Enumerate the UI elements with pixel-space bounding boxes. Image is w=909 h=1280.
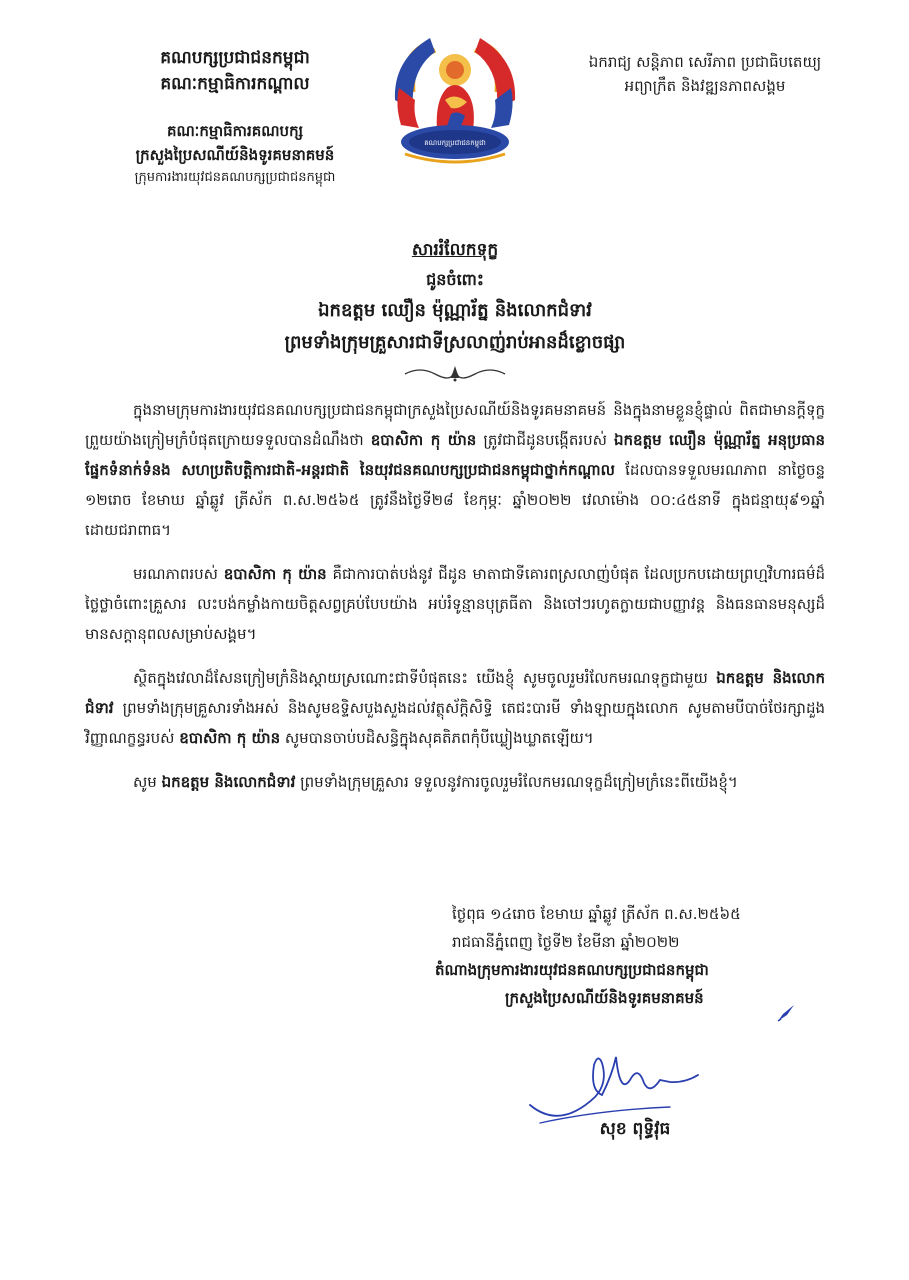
central-committee: គណៈកម្មាធិការកណ្តាល bbox=[160, 74, 310, 94]
ministry-name: ក្រសួងប្រៃសណីយ៍និងទូរគមនាគមន៍ bbox=[135, 146, 335, 164]
deceased-name: ឧបាសិកា កុ យ៉ាន bbox=[179, 729, 281, 747]
signer-name: សុខ ពុទ្ធិវុធ bbox=[599, 1119, 671, 1139]
party-committee: គណៈកម្មាធិការគណបក្ស bbox=[166, 122, 304, 140]
recipient-name: ឯកឧត្តម ឈឿន ម៉ុណ្ណារ័ត្ន និងលោកជំទាវ bbox=[318, 300, 592, 321]
condolence-heading: សាររំលែកទុក្ខ bbox=[411, 240, 499, 260]
paragraph-3: ស្ថិតក្នុងវេលាដ៏សែនក្រៀមក្រំនិងស្តាយស្រណោះជាទីបំផុតនេះ យើងខ្ញុំ សូមចូលរួមរំលែកមរណទុក្ខជាមួយ ឯកឧត្តម និងលោកជំទាវ ព្រមទាំងក្រុមគ្រួសារទាំងអស់ និងសូមឧទ្ទិសបួងសួងដល់វត្ថុស័ក្តិសិទ្ធិ តេជះបារមី ទាំងឡាយក្នុងលោក សូមតាមបីបាច់ថែរក្សាដួងវិញ្ញាណក្ខន្ធរបស់ ឧបាសិកា កុ យ៉ាន សូមបានចាប់បដិសន្ធិក្នុងសុគតិភពកុំបីឃ្លៀងឃ្លាតឡើយ។ bbox=[85, 669, 825, 747]
representative-ministry: ក្រសួងប្រៃសណីយ៍និងទូរគមនាគមន៍ bbox=[505, 989, 704, 1007]
date-block bbox=[430, 900, 850, 1012]
addressed-to: ជូនចំពោះ bbox=[426, 270, 484, 289]
paragraph-1: ក្នុងនាមក្រុមការងារយុវជនគណបក្សប្រជាជនកម្ពុជាក្រសួងប្រៃសណីយ៍និងទូរគមនាគមន៍ និងក្នុងនាមខ្លួនខ្ញុំផ្ទាល់ ពិតជាមានក្តីទុក្ខព្រួយយ៉ាងក្រៀមក្រំបំផុតក្រោយទទួលបានដំណឹងថា ឧបាសិកា កុ យ៉ាន ត្រូវជាជីដូនបង្កើតរបស់ ឯកឧត្តម ឈឿន ម៉ុណ្ណារ័ត្ន អនុប្រធានផ្នែកទំនាក់ទំនង សហប្រតិបត្តិការជាតិ-អន្តរជាតិ នៃយុវជនគណបក្សប្រជាជនកម្ពុជាថ្នាក់កណ្តាល ដែលបានទទួលមរណភាព នាថ្ងៃចន្ទ ១២រោច ខែមាឃ ឆ្នាំឆ្លូវ ត្រីស័ក ព.ស.២៥៦៥ ត្រូវនឹងថ្ងៃទី២៨ ខែកុម្ភៈ ឆ្នាំ២០២២ វេលាម៉ោង ០០:៤៥នាទី ក្នុងជន្មាយុ៩១ឆ្នាំ ដោយជរាពាធ។ bbox=[85, 401, 826, 539]
recipient-name-inline: ឯកឧត្តម និងលោកជំទាវ bbox=[161, 773, 296, 791]
letter-body bbox=[85, 395, 825, 811]
grandson-title: ឯកឧត្តម ឈឿន ម៉ុណ្ណារ័ត្ន អនុប្រធានផ្នែកទំនាក់ទំនង សហប្រតិបត្តិការជាតិ-អន្តរជាតិ នៃយុវជនគណបក្សប្រជាជនកម្ពុជាថ្នាក់កណ្តាល bbox=[85, 431, 826, 479]
right-header bbox=[555, 50, 855, 98]
logo-ring-text: គណបក្សប្រជាជនកម្ពុជា bbox=[424, 139, 486, 147]
paragraph-2: មរណភាពរបស់ ឧបាសិកា កុ យ៉ាន គឺជាការបាត់បង់នូវ ជីដូន មាតាជាទីគោរពស្រលាញ់បំផុត ដែលប្រកបដោយព្រហ្មវិហារធម៌ដ៏ថ្លៃថ្លាចំពោះគ្រួសារ លះបង់កម្លាំងកាយចិត្តសព្វគ្រប់បែបយ៉ាង អប់រំទូន្មានបុត្រធីតា និងចៅៗរហូតក្លាយជាបញ្ញាវន្ត និងធនធានមនុស្សដ៏មានសក្តានុពលសម្រាប់សង្គម។ bbox=[85, 565, 825, 643]
divider-ornament bbox=[395, 362, 515, 384]
deceased-name: ឧបាសិកា កុ យ៉ាន bbox=[223, 565, 327, 583]
national-motto-2: អព្យាក្រឹត និងវឌ្ឍនភាពសង្គម bbox=[624, 77, 786, 95]
left-header bbox=[70, 45, 400, 189]
place-date: រាជធានីភ្នំពេញ ថ្ងៃទី២ ខែមីនា ឆ្នាំ២០២២ bbox=[452, 933, 680, 951]
recipient-family: ព្រមទាំងក្រុមគ្រួសារជាទីស្រលាញ់រាប់អានដ៏ខ្លោចផ្សា bbox=[284, 332, 626, 353]
paragraph-4: សូម ឯកឧត្តម និងលោកជំទាវ ព្រមទាំងក្រុមគ្រួសារ ទទួលនូវការចូលរួមរំលែកមរណទុក្ខដ៏ក្រៀមក្រំនេះពីយើងខ្ញុំ។ bbox=[133, 773, 738, 791]
youth-group-name: ក្រុមការងារយុវជនគណបក្សប្រជាជនកម្ពុជា bbox=[134, 170, 336, 185]
lunar-date: ថ្ងៃពុធ ១៤រោច ខែមាឃ ឆ្នាំឆ្លូវ ត្រីស័ក ព.ស.២៥៦៥ bbox=[452, 905, 741, 923]
representative-title: តំណាងក្រុមការងារយុវជនគណបក្សប្រជាជនកម្ពុជា bbox=[435, 961, 709, 979]
party-logo bbox=[385, 30, 525, 165]
letter-title bbox=[140, 235, 770, 359]
party-name: គណបក្សប្រជាជនកម្ពុជា bbox=[160, 48, 310, 68]
recipient-name-inline: ឯកឧត្តម និងលោកជំទាវ bbox=[85, 669, 825, 717]
deceased-name: ឧបាសិកា កុ យ៉ាន bbox=[370, 431, 477, 449]
national-motto-1: ឯករាជ្យ សន្តិភាព សេរីភាព ប្រជាធិបតេយ្យ bbox=[588, 53, 822, 71]
pen-icon bbox=[775, 1002, 797, 1024]
